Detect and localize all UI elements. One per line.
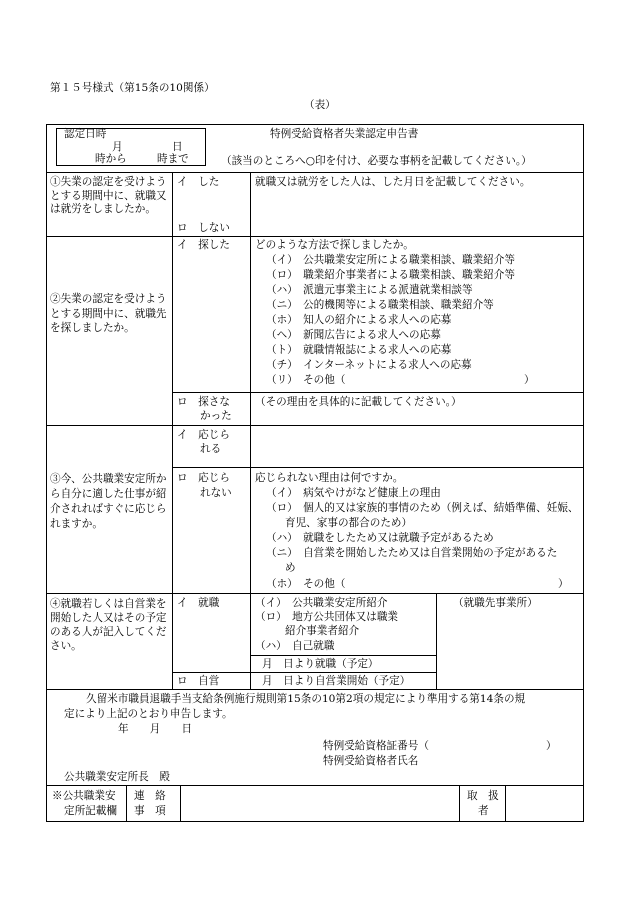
divider: [436, 593, 437, 689]
q3-reason[interactable]: （ロ） 個人的又は家族的事情のため（例えば、結婚準備、妊娠、: [266, 502, 579, 514]
date-month: 月: [112, 141, 123, 153]
q3-option-can[interactable]: イ 応じら: [177, 429, 230, 441]
q4-employment-date[interactable]: 月 日より就職（予定）: [262, 658, 379, 670]
q4-route[interactable]: （イ） 公共職業安定所紹介: [255, 597, 388, 609]
q2-method[interactable]: （ロ） 職業紹介事業者による職業相談、職業紹介等: [266, 269, 515, 281]
office-use-label: ※公共職業安: [52, 790, 116, 802]
office-use-label-cont: 定所記載欄: [64, 805, 117, 817]
contact-label: 連 絡: [134, 790, 166, 802]
q3-reason-other[interactable]: （ホ） その他（: [266, 578, 346, 590]
q1-option-did-not[interactable]: ロ しない: [177, 222, 230, 234]
divider: [172, 467, 584, 468]
declaration-line2: 定により上記のとおり申告します。: [64, 708, 233, 720]
q3-reason-cont: め: [285, 562, 296, 574]
contact-label-cont: 事 項: [134, 805, 166, 817]
divider: [46, 593, 584, 594]
q2-method[interactable]: （イ） 公共職業安定所による職業相談、職業紹介等: [266, 254, 515, 266]
divider: [126, 785, 127, 822]
q4-route[interactable]: （ロ） 地方公共団体又は職業: [255, 611, 399, 623]
q3-reason[interactable]: （ニ） 自営業を開始したため又は自営業開始の予定があるた: [266, 547, 558, 559]
divider: [505, 785, 506, 822]
divider: [180, 785, 181, 822]
declaration-line1: 久留米市職員退職手当支給条例施行規則第15条の10第2項の規定により準用する第14条の規: [86, 693, 526, 705]
divider: [46, 425, 584, 426]
date-to: 時まで: [157, 153, 189, 165]
q2-method[interactable]: （ハ） 派遣元事業主による派遣就業相談等: [266, 284, 473, 296]
q2-question: どのような方法で探しましたか。: [255, 239, 414, 251]
handler-label-cont: 者: [478, 805, 489, 817]
applicant-name-label[interactable]: 特例受給資格者氏名: [323, 755, 419, 767]
q2-method[interactable]: （ニ） 公的機関等による職業相談、職業紹介等: [266, 299, 494, 311]
q2-method[interactable]: （ヘ） 新聞広告による求人への応募: [266, 329, 441, 341]
q4-route-cont: 紹介事業者紹介: [285, 625, 360, 637]
q2-option-not-searched-cont: かった: [200, 410, 232, 422]
form-number: 第１５号様式（第15条の10関係）: [50, 82, 215, 94]
divider: [46, 172, 584, 173]
divider: [172, 392, 584, 393]
date-box-label: 認定日時: [64, 128, 107, 140]
q1-option-did[interactable]: イ した: [177, 176, 220, 188]
q1-label: ①失業の認定を受けようとする期間中に、就職又は就労をしましたか。: [50, 176, 167, 215]
divider: [46, 689, 584, 690]
q2-option-not-searched[interactable]: ロ 探さな: [177, 396, 230, 408]
q2-method[interactable]: （チ） インターネットによる求人への応募: [266, 359, 472, 371]
q4-option-self-employed[interactable]: ロ 自営: [177, 675, 220, 687]
q3-reason[interactable]: （イ） 病気やけがなど健康上の理由: [266, 487, 441, 499]
q2-option-searched[interactable]: イ 探した: [177, 239, 230, 251]
cert-number-label[interactable]: 特例受給資格証番号（: [323, 740, 429, 752]
q3-reason-cont: 育児、家事の都合のため）: [285, 517, 413, 529]
date-from: 時から: [95, 153, 127, 165]
q4-self-employed-date[interactable]: 月 日より自営業開始（予定）: [262, 675, 411, 687]
handler-label: 取 扱: [467, 790, 499, 802]
q4-label: ④就職若しくは自営業を開始した人又はその予定のある人が記入してください。: [50, 598, 167, 652]
q2-method[interactable]: （ト） 就職情報誌による求人への応募: [266, 344, 452, 356]
divider: [250, 655, 436, 656]
q3-option-can-cont: れる: [200, 443, 222, 455]
q2-method[interactable]: （ホ） 知人の紹介による求人への応募: [266, 314, 452, 326]
q4-route[interactable]: （ハ） 自己就職: [255, 640, 335, 652]
q3-option-cannot[interactable]: ロ 応じら: [177, 472, 230, 484]
declaration-date[interactable]: 年 月 日: [118, 723, 193, 735]
cert-number-close: ）: [546, 740, 557, 752]
q3-label: ③今、公共職業安定所から自分に適した仕事が紹介されればすぐに応じられますか。: [50, 473, 167, 530]
q3-reason[interactable]: （ハ） 就職をしたため又は就職予定があるため: [266, 532, 494, 544]
divider: [172, 172, 173, 689]
q3-other-close: ）: [558, 578, 569, 590]
addressee: 公共職業安定所長 殿: [64, 771, 170, 783]
divider: [250, 172, 251, 689]
divider: [46, 236, 584, 237]
q4-employer: （就職先事業所）: [453, 597, 538, 609]
form-title: 特例受給資格者失業認定申告書: [270, 128, 419, 140]
q2-method-other[interactable]: （リ） その他（: [266, 374, 346, 386]
divider: [172, 672, 436, 673]
q4-option-employment[interactable]: イ 就職: [177, 597, 220, 609]
divider: [459, 785, 460, 822]
q2-label: ②失業の認定を受けようとする期間中に、就職先を探しましたか。: [50, 293, 167, 334]
q2-other-close: ）: [524, 374, 535, 386]
q1-note: 就職又は就労をした人は、した月日を記載してください。: [255, 176, 531, 188]
instruction: （該当のところへ○印を付け、必要な事柄を記載してください。）: [221, 155, 532, 167]
q2-reason-note: （その理由を具体的に記載してください。）: [255, 396, 462, 408]
q3-option-cannot-cont: れない: [200, 487, 232, 499]
q3-question: 応じられない理由は何ですか。: [255, 472, 404, 484]
date-day: 日: [172, 141, 183, 153]
side-label: （表）: [304, 99, 336, 111]
